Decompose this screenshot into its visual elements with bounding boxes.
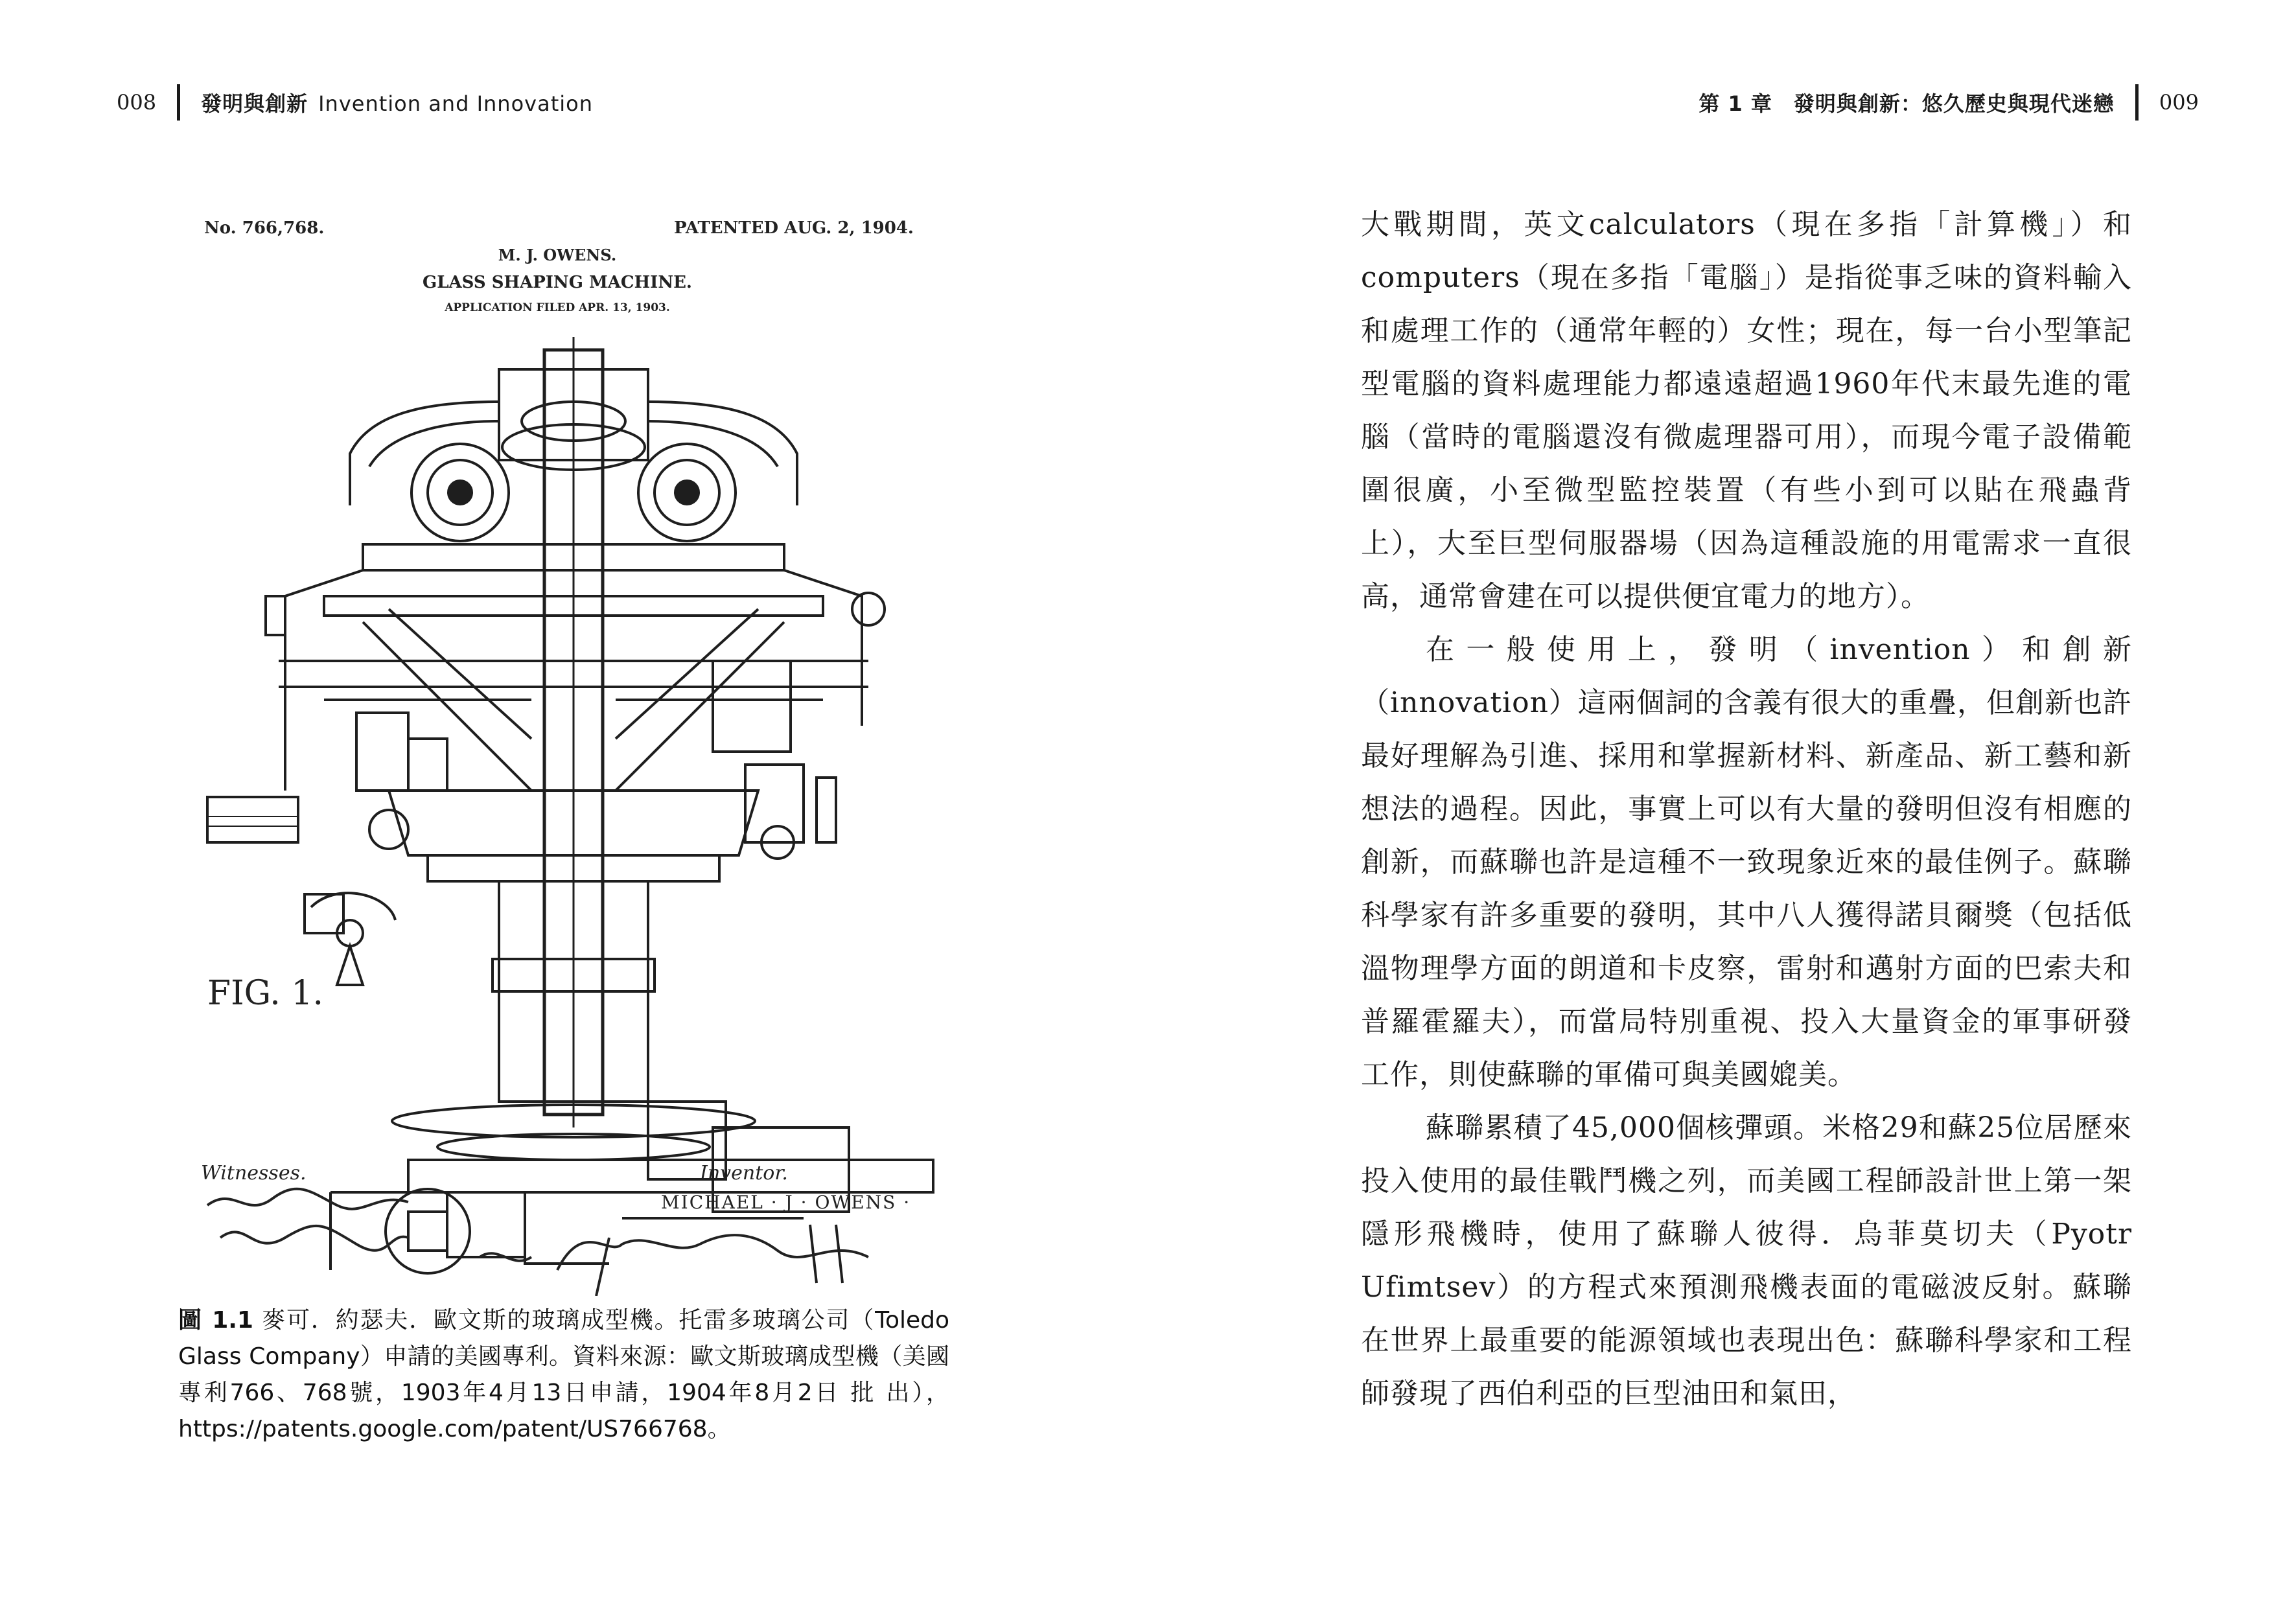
- inventor-label: Inventor.: [700, 1162, 788, 1185]
- left-page-number: 008: [117, 90, 157, 115]
- patent-drawing-figure: [194, 207, 940, 1296]
- book-title-en: Invention and Innovation: [318, 91, 593, 116]
- body-paragraph: 在一般使用上，發明（invention）和創新（innovation）這兩個詞的含義有很大的重疊，但創新也許最好理解為引進、採用和掌握新材料、新產品、新工藝和新想法的過程。因此，事實上可以有大量的發明但沒有相應的創新，而蘇聯也許是這種不一致現象近來的最佳例子。蘇聯科學家有許多重要的發明，其中八人獲得諾貝爾獎（包括低溫物理學方面的朗道和卡皮察，雷射和邁射方面的巴索夫和普羅霍羅夫），而當局特別重視、投入大量資金的軍事研發工作，則使蘇聯的軍備可與美國媲美。: [1361, 633, 2132, 1091]
- patent-title: GLASS SHAPING MACHINE.: [423, 273, 692, 292]
- inventor-printed-name: MICHAEL · J · OWENS ·: [661, 1192, 911, 1213]
- body-text: [1361, 198, 2132, 1420]
- witnesses-label: Witnesses.: [201, 1162, 307, 1185]
- caption-figure-label: 圖 1.1: [178, 1307, 253, 1334]
- patent-number: No. 766,768.: [204, 218, 325, 238]
- left-running-head: [117, 83, 593, 122]
- book-title-zh: 發明與創新: [201, 91, 308, 116]
- patent-date: PATENTED AUG. 2, 1904.: [674, 218, 914, 238]
- chapter-title: 第 1 章 發明與創新：悠久歷史與現代迷戀: [1699, 91, 2115, 116]
- right-page-number: 009: [2159, 90, 2199, 115]
- header-divider: [2135, 84, 2139, 121]
- figure-caption: [178, 1302, 949, 1448]
- header-divider: [177, 84, 180, 121]
- body-paragraph: 蘇聯累積了45,000個核彈頭。米格29和蘇25位居歷來投入使用的最佳戰鬥機之列，而美國工程師設計世上第一架隱形飛機時，使用了蘇聯人彼得．烏菲莫切夫（Pyotr Ufimtsev）的方程式來預測飛機表面的電磁波反射。蘇聯在世界上最重要的能源領域也表現出色：蘇聯科學家和工程師發現了西伯利亞的巨型油田和氣田，: [1361, 1111, 2132, 1410]
- patent-inventor: M. J. OWENS.: [498, 246, 617, 264]
- glass-shaping-machine-drawing: [194, 207, 940, 1296]
- book-title: [201, 87, 593, 117]
- caption-text: 麥可．約瑟夫．歐文斯的玻璃成型機。托雷多玻璃公司（Toledo Glass Company）申請的美國專利。資料來源：歐文斯玻璃成型機（美國專利766、768號，1903年4月13日申請，1904年8月2日 批 出），https://patents.google.com/patent/US766768。: [178, 1307, 950, 1442]
- patent-application-date: APPLICATION FILED APR. 13, 1903.: [445, 301, 670, 314]
- machine-illustration: [207, 337, 933, 1283]
- body-paragraph: 大戰期間，英文calculators（現在多指「計算機」）和computers（現在多指「電腦」）是指從事乏味的資料輸入和處理工作的（通常年輕的）女性；現在，每一台小型筆記型電腦的資料處理能力都遠遠超過1960年代末最先進的電腦（當時的電腦還沒有微處理器可用），而現今電子設備範圍很廣，小至微型監控裝置（有些小到可以貼在飛蟲背上），大至巨型伺服器場（因為這種設施的用電需求一直很高，通常會建在可以提供便宜電力的地方）。: [1361, 208, 2132, 613]
- figure-number-label: FIG. 1.: [207, 974, 323, 1013]
- right-running-head: [1699, 83, 2199, 122]
